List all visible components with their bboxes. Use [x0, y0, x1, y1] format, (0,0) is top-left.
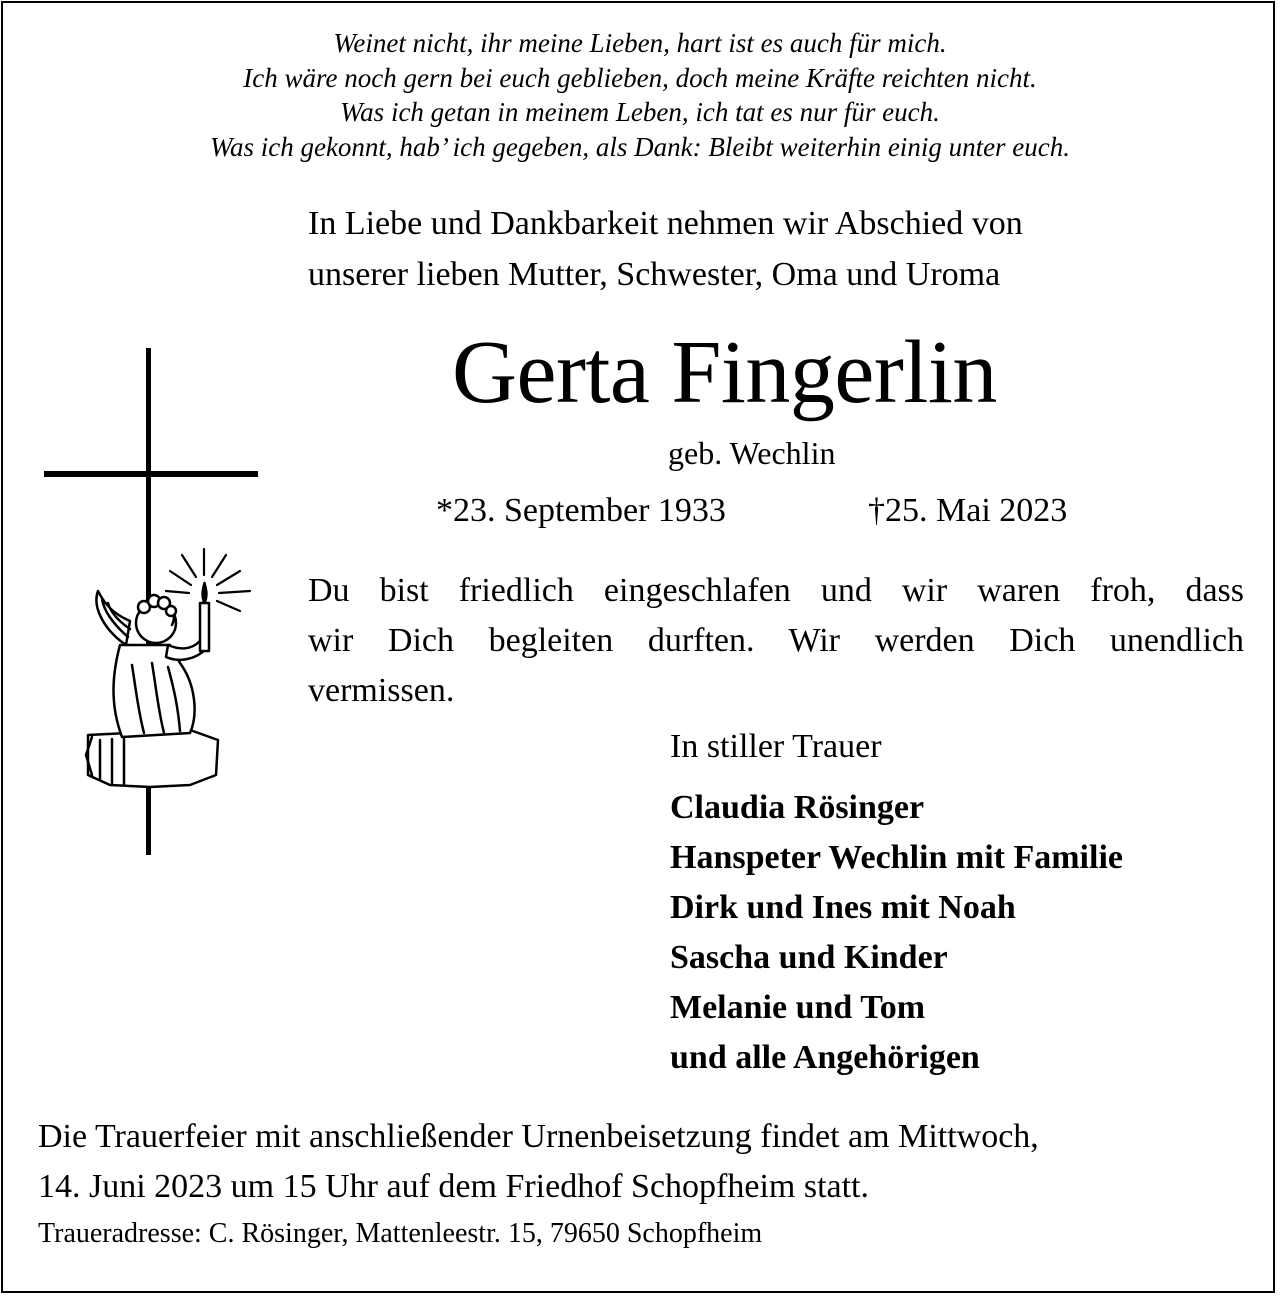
candle-rays — [166, 549, 250, 611]
death-date: †25. Mai 2023 — [868, 492, 1068, 529]
mourner: Dirk und Ines mit Noah — [670, 889, 1016, 926]
cross-icon — [40, 345, 270, 860]
deceased-name: Gerta Fingerlin — [452, 323, 997, 422]
intro-line: unserer lieben Mutter, Schwester, Oma und Uroma — [308, 256, 1001, 293]
mourners-list — [670, 783, 1123, 1083]
mourner: Hanspeter Wechlin mit Familie — [670, 839, 1123, 876]
poem — [0, 26, 1280, 164]
birth-name: geb. Wechlin — [668, 435, 836, 471]
poem-line: Was ich gekonnt, hab’ ich gegeben, als Dank: Bleibt weiterhin einig unter euch. — [209, 131, 1071, 162]
mourner: Melanie und Tom — [670, 989, 926, 1026]
mourner: Claudia Rösinger — [670, 789, 925, 826]
message-line: wir Dich begleiten durften. Wir werden Dich unendlich — [308, 622, 1244, 659]
farewell-intro — [308, 198, 1023, 300]
mourning-address: Traueradresse: C. Rösinger, Mattenleestr. 15, 79650 Schopfheim — [38, 1218, 763, 1249]
kneeling-angel-with-candle-icon — [86, 583, 218, 787]
funeral-line: 14. Juni 2023 um 15 Uhr auf dem Friedhof Schopfheim statt. — [38, 1168, 870, 1205]
poem-line: Ich wäre noch gern bei euch geblieben, doch meine Kräfte reichten nicht. — [243, 62, 1037, 93]
message-line: vermissen. — [308, 672, 455, 709]
mourning-label: In stiller Trauer — [670, 728, 882, 765]
poem-line: Weinet nicht, ihr meine Lieben, hart ist es auch für mich. — [333, 28, 947, 58]
poem-line: Was ich getan in meinem Leben, ich tat es nur für euch. — [340, 97, 940, 127]
funeral-notice — [38, 1112, 1243, 1212]
farewell-message — [308, 566, 1244, 716]
funeral-line: Die Trauerfeier mit anschließender Urnenbeisetzung findet am Mittwoch, — [38, 1118, 1039, 1155]
intro-line: In Liebe und Dankbarkeit nehmen wir Abschied von — [308, 205, 1023, 242]
birth-date: *23. September 1933 — [436, 492, 726, 529]
mourner: Sascha und Kinder — [670, 939, 948, 976]
cross-horizontal-bar — [44, 471, 258, 477]
mourner: und alle Angehörigen — [670, 1039, 980, 1076]
message-line: Du bist friedlich eingeschlafen und wir waren froh, dass — [308, 572, 1244, 609]
